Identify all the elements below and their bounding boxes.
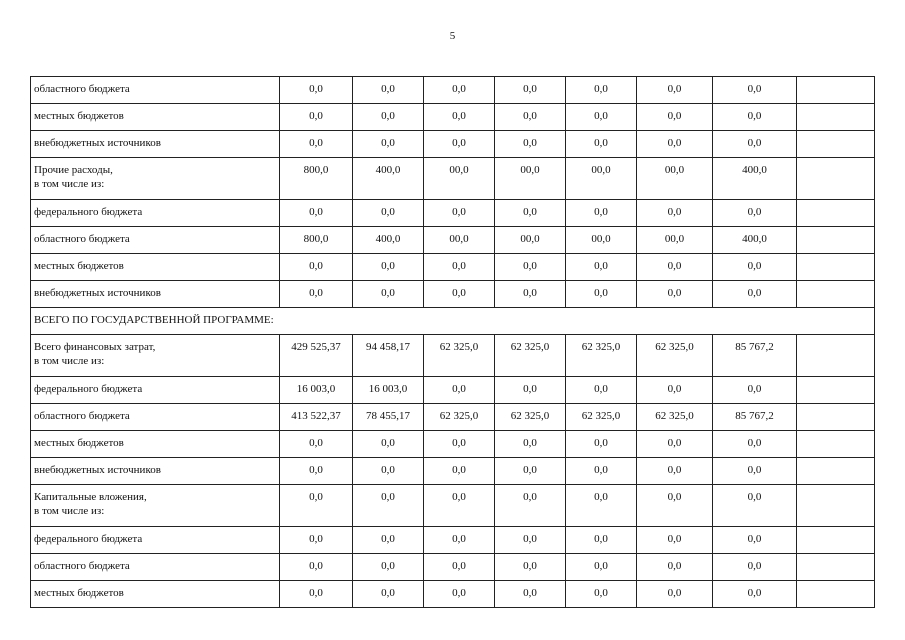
value-cell: 0,0 bbox=[713, 377, 797, 404]
value-cell: 0,0 bbox=[495, 377, 566, 404]
value-cell: 0,0 bbox=[353, 131, 424, 158]
value-cell: 16 003,0 bbox=[353, 377, 424, 404]
value-cell: 0,0 bbox=[353, 485, 424, 527]
value-cell: 62 325,0 bbox=[495, 404, 566, 431]
value-cell: 0,0 bbox=[713, 77, 797, 104]
value-cell: 0,0 bbox=[280, 104, 353, 131]
value-cell: 85 767,2 bbox=[713, 404, 797, 431]
row-label-line: внебюджетных источников bbox=[34, 464, 161, 476]
value-cell: 0,0 bbox=[424, 458, 495, 485]
value-cell: 00,0 bbox=[495, 227, 566, 254]
row-label bbox=[31, 77, 280, 104]
value-cell: 62 325,0 bbox=[566, 404, 637, 431]
value-cell: 0,0 bbox=[280, 281, 353, 308]
value-cell: 0,0 bbox=[566, 131, 637, 158]
value-cell: 0,0 bbox=[495, 581, 566, 608]
value-cell: 0,0 bbox=[566, 377, 637, 404]
table-body bbox=[31, 77, 875, 608]
value-cell: 0,0 bbox=[280, 554, 353, 581]
table-row bbox=[31, 158, 875, 200]
value-cell: 00,0 bbox=[637, 158, 713, 200]
value-cell: 0,0 bbox=[566, 431, 637, 458]
value-cell bbox=[797, 227, 875, 254]
value-cell: 00,0 bbox=[637, 227, 713, 254]
value-cell bbox=[797, 131, 875, 158]
row-label-line: Всего финансовых затрат, bbox=[34, 341, 156, 353]
value-cell: 00,0 bbox=[566, 227, 637, 254]
value-cell: 0,0 bbox=[495, 200, 566, 227]
row-label-line: местных бюджетов bbox=[34, 587, 124, 599]
value-cell: 0,0 bbox=[713, 431, 797, 458]
value-cell: 0,0 bbox=[637, 431, 713, 458]
value-cell: 0,0 bbox=[424, 581, 495, 608]
value-cell: 429 525,37 bbox=[280, 335, 353, 377]
value-cell: 0,0 bbox=[280, 254, 353, 281]
section-heading: ВСЕГО ПО ГОСУДАРСТВЕННОЙ ПРОГРАММЕ: bbox=[31, 308, 875, 335]
value-cell: 0,0 bbox=[566, 458, 637, 485]
value-cell: 0,0 bbox=[424, 527, 495, 554]
table-row bbox=[31, 581, 875, 608]
value-cell: 0,0 bbox=[713, 554, 797, 581]
budget-table bbox=[30, 76, 875, 608]
row-label-line: федерального бюджета bbox=[34, 383, 143, 395]
value-cell: 0,0 bbox=[566, 254, 637, 281]
value-cell: 400,0 bbox=[713, 158, 797, 200]
row-label-line: местных бюджетов bbox=[34, 437, 124, 449]
row-label-line: федерального бюджета bbox=[34, 533, 143, 545]
row-label-line: внебюджетных источников bbox=[34, 287, 161, 299]
value-cell: 0,0 bbox=[566, 554, 637, 581]
table-row bbox=[31, 404, 875, 431]
value-cell: 0,0 bbox=[280, 458, 353, 485]
value-cell bbox=[797, 404, 875, 431]
value-cell: 0,0 bbox=[637, 458, 713, 485]
value-cell bbox=[797, 104, 875, 131]
value-cell: 0,0 bbox=[280, 200, 353, 227]
value-cell: 0,0 bbox=[637, 527, 713, 554]
table-row bbox=[31, 131, 875, 158]
row-label-line: в том числе из: bbox=[34, 505, 105, 517]
value-cell: 00,0 bbox=[424, 227, 495, 254]
value-cell: 0,0 bbox=[713, 281, 797, 308]
value-cell: 0,0 bbox=[280, 131, 353, 158]
value-cell: 85 767,2 bbox=[713, 335, 797, 377]
table-row bbox=[31, 254, 875, 281]
value-cell: 0,0 bbox=[495, 131, 566, 158]
row-label bbox=[31, 200, 280, 227]
value-cell: 62 325,0 bbox=[424, 404, 495, 431]
value-cell: 0,0 bbox=[280, 527, 353, 554]
value-cell bbox=[797, 581, 875, 608]
value-cell: 16 003,0 bbox=[280, 377, 353, 404]
value-cell: 62 325,0 bbox=[566, 335, 637, 377]
value-cell: 0,0 bbox=[353, 200, 424, 227]
row-label bbox=[31, 254, 280, 281]
value-cell: 0,0 bbox=[713, 104, 797, 131]
value-cell: 0,0 bbox=[566, 581, 637, 608]
value-cell: 0,0 bbox=[566, 527, 637, 554]
value-cell: 0,0 bbox=[424, 254, 495, 281]
value-cell: 0,0 bbox=[637, 377, 713, 404]
value-cell: 0,0 bbox=[424, 200, 495, 227]
value-cell: 0,0 bbox=[424, 281, 495, 308]
value-cell: 0,0 bbox=[353, 554, 424, 581]
value-cell: 0,0 bbox=[495, 527, 566, 554]
value-cell: 0,0 bbox=[353, 581, 424, 608]
value-cell: 0,0 bbox=[566, 104, 637, 131]
value-cell: 0,0 bbox=[353, 281, 424, 308]
value-cell bbox=[797, 431, 875, 458]
value-cell: 62 325,0 bbox=[637, 335, 713, 377]
value-cell: 0,0 bbox=[495, 281, 566, 308]
row-label bbox=[31, 404, 280, 431]
value-cell bbox=[797, 281, 875, 308]
value-cell bbox=[797, 158, 875, 200]
value-cell: 0,0 bbox=[566, 485, 637, 527]
value-cell: 00,0 bbox=[566, 158, 637, 200]
table-row bbox=[31, 431, 875, 458]
value-cell: 78 455,17 bbox=[353, 404, 424, 431]
value-cell bbox=[797, 254, 875, 281]
value-cell: 0,0 bbox=[637, 131, 713, 158]
row-label-line: местных бюджетов bbox=[34, 110, 124, 122]
value-cell: 0,0 bbox=[424, 431, 495, 458]
value-cell bbox=[797, 335, 875, 377]
value-cell: 00,0 bbox=[424, 158, 495, 200]
value-cell: 0,0 bbox=[637, 485, 713, 527]
value-cell: 0,0 bbox=[637, 104, 713, 131]
value-cell: 0,0 bbox=[713, 131, 797, 158]
row-label-line: в том числе из: bbox=[34, 355, 105, 367]
row-label bbox=[31, 554, 280, 581]
row-label-line: федерального бюджета bbox=[34, 206, 143, 218]
row-label bbox=[31, 431, 280, 458]
value-cell: 0,0 bbox=[495, 554, 566, 581]
value-cell: 0,0 bbox=[280, 431, 353, 458]
row-label bbox=[31, 158, 280, 200]
value-cell: 0,0 bbox=[713, 527, 797, 554]
table-row bbox=[31, 335, 875, 377]
value-cell bbox=[797, 485, 875, 527]
row-label bbox=[31, 377, 280, 404]
row-label-line: областного бюджета bbox=[34, 83, 130, 95]
table-row bbox=[31, 200, 875, 227]
table-row bbox=[31, 458, 875, 485]
value-cell: 0,0 bbox=[424, 77, 495, 104]
value-cell: 00,0 bbox=[495, 158, 566, 200]
value-cell bbox=[797, 527, 875, 554]
row-label bbox=[31, 527, 280, 554]
row-label-line: областного бюджета bbox=[34, 410, 130, 422]
value-cell: 0,0 bbox=[353, 77, 424, 104]
value-cell bbox=[797, 377, 875, 404]
value-cell: 0,0 bbox=[713, 458, 797, 485]
section-row bbox=[31, 308, 875, 335]
row-label-line: Капитальные вложения, bbox=[34, 491, 147, 503]
value-cell: 0,0 bbox=[353, 527, 424, 554]
row-label bbox=[31, 581, 280, 608]
value-cell: 0,0 bbox=[713, 254, 797, 281]
value-cell: 0,0 bbox=[713, 581, 797, 608]
value-cell: 0,0 bbox=[713, 485, 797, 527]
value-cell: 94 458,17 bbox=[353, 335, 424, 377]
value-cell: 0,0 bbox=[495, 485, 566, 527]
row-label bbox=[31, 485, 280, 527]
row-label-line: областного бюджета bbox=[34, 560, 130, 572]
row-label-line: в том числе из: bbox=[34, 178, 105, 190]
row-label bbox=[31, 458, 280, 485]
row-label-line: Прочие расходы, bbox=[34, 164, 113, 176]
value-cell: 0,0 bbox=[637, 581, 713, 608]
value-cell: 0,0 bbox=[637, 200, 713, 227]
value-cell: 0,0 bbox=[280, 485, 353, 527]
value-cell: 0,0 bbox=[495, 254, 566, 281]
value-cell: 0,0 bbox=[495, 77, 566, 104]
row-label bbox=[31, 281, 280, 308]
value-cell: 0,0 bbox=[637, 77, 713, 104]
value-cell bbox=[797, 458, 875, 485]
value-cell: 0,0 bbox=[566, 200, 637, 227]
value-cell: 0,0 bbox=[637, 254, 713, 281]
value-cell: 0,0 bbox=[353, 254, 424, 281]
value-cell: 400,0 bbox=[353, 227, 424, 254]
table-row bbox=[31, 281, 875, 308]
value-cell: 400,0 bbox=[713, 227, 797, 254]
value-cell: 0,0 bbox=[637, 554, 713, 581]
value-cell: 0,0 bbox=[424, 554, 495, 581]
row-label bbox=[31, 227, 280, 254]
value-cell: 0,0 bbox=[713, 200, 797, 227]
table-row bbox=[31, 104, 875, 131]
table-row bbox=[31, 527, 875, 554]
value-cell: 62 325,0 bbox=[495, 335, 566, 377]
value-cell bbox=[797, 77, 875, 104]
value-cell: 0,0 bbox=[424, 104, 495, 131]
value-cell: 62 325,0 bbox=[637, 404, 713, 431]
value-cell: 0,0 bbox=[353, 431, 424, 458]
table-row bbox=[31, 377, 875, 404]
value-cell: 0,0 bbox=[566, 281, 637, 308]
value-cell: 0,0 bbox=[495, 431, 566, 458]
row-label bbox=[31, 104, 280, 131]
value-cell: 413 522,37 bbox=[280, 404, 353, 431]
value-cell: 800,0 bbox=[280, 158, 353, 200]
value-cell: 0,0 bbox=[280, 581, 353, 608]
row-label-line: местных бюджетов bbox=[34, 260, 124, 272]
value-cell: 800,0 bbox=[280, 227, 353, 254]
value-cell: 400,0 bbox=[353, 158, 424, 200]
table-row bbox=[31, 77, 875, 104]
value-cell: 62 325,0 bbox=[424, 335, 495, 377]
value-cell: 0,0 bbox=[353, 104, 424, 131]
table-row bbox=[31, 485, 875, 527]
page-number: 5 bbox=[449, 30, 456, 42]
value-cell: 0,0 bbox=[566, 77, 637, 104]
row-label-line: внебюджетных источников bbox=[34, 137, 161, 149]
row-label-line: областного бюджета bbox=[34, 233, 130, 245]
row-label bbox=[31, 335, 280, 377]
value-cell: 0,0 bbox=[353, 458, 424, 485]
value-cell: 0,0 bbox=[424, 377, 495, 404]
value-cell: 0,0 bbox=[424, 485, 495, 527]
value-cell: 0,0 bbox=[495, 104, 566, 131]
row-label bbox=[31, 131, 280, 158]
value-cell: 0,0 bbox=[495, 458, 566, 485]
table-row bbox=[31, 554, 875, 581]
value-cell: 0,0 bbox=[637, 281, 713, 308]
value-cell bbox=[797, 200, 875, 227]
table-row bbox=[31, 227, 875, 254]
value-cell: 0,0 bbox=[424, 131, 495, 158]
value-cell: 0,0 bbox=[280, 77, 353, 104]
value-cell bbox=[797, 554, 875, 581]
